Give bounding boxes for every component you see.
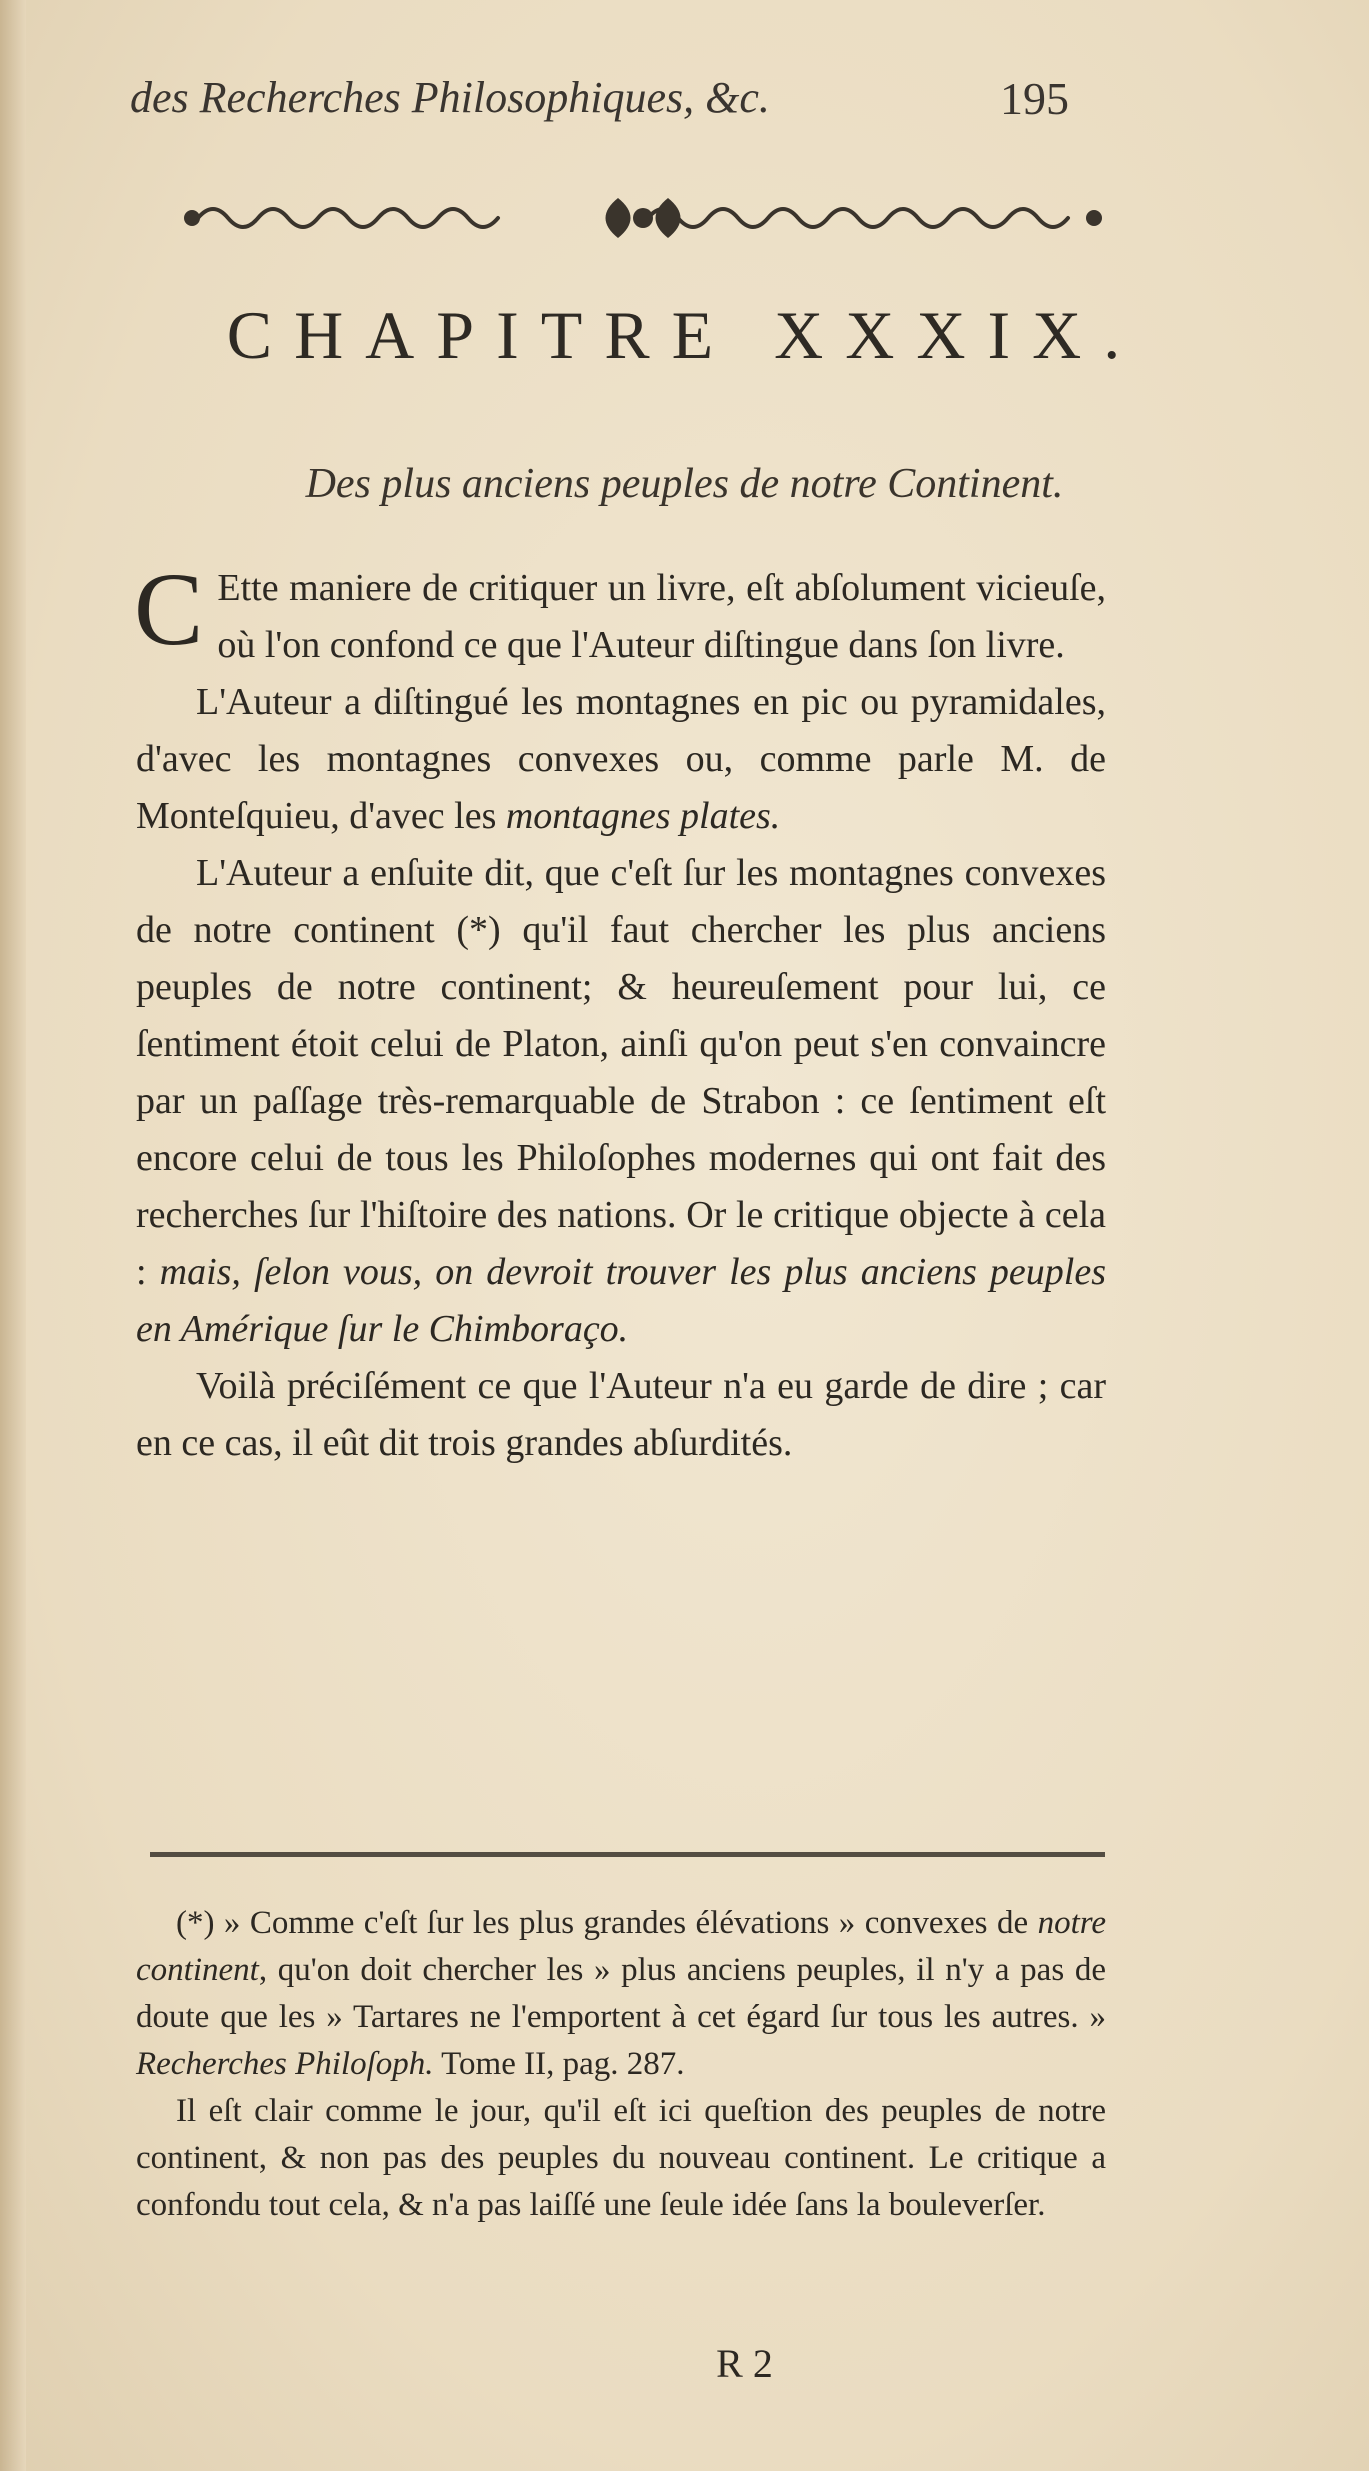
footnote-1: [136, 1900, 1106, 2088]
chapter-subtitle: Des plus anciens peuples de notre Continent.: [305, 461, 1064, 507]
chapter-title: CHAPITRE XXXIX.: [226, 297, 1143, 373]
footnote: [136, 1900, 1106, 2229]
footnote-1-text-c: Tome II, pag. 287.: [441, 2046, 685, 2082]
paragraph-4-text: Voilà préciſément ce que l'Auteur n'a eu garde de dire ; car en ce cas, il eût dit trois grandes abſurdités.: [136, 1365, 1106, 1464]
paragraph-2-text: L'Auteur a diſtingué les montagnes en pic ou pyramidales, d'avec les montagnes convexes ou, comme parle M. de Monteſquieu, d'avec les: [136, 681, 1106, 837]
paragraph-1: [134, 552, 1106, 674]
footnote-rule: [150, 1852, 1105, 1857]
signature-mark: R 2: [716, 2341, 773, 2386]
paragraph-2-italic: montagnes plates.: [505, 795, 781, 837]
footnote-1-text-b: , qu'on doit chercher les » plus anciens peuples, il n'y a pas de doute que les » Tartares ne l'emportent à cet égard ſur tous les autres. »: [136, 1952, 1106, 2035]
footnote-2: [136, 2088, 1106, 2229]
fleuron-border-icon: [178, 190, 1108, 246]
page-number: 195: [1000, 73, 1069, 124]
paragraph-4: [136, 1358, 1106, 1472]
footnote-2-text: Il eſt clair comme le jour, qu'il eſt ici queſtion des peuples de notre continent, & non pas des peuples du nouveau continent. Le critique a confondu tout cela, & n'a pas laiſſé une ſeule idée ſans la bouleverſer.: [136, 2093, 1106, 2223]
footnote-1-text-a: (*) » Comme c'eſt ſur les plus grandes élévations » convexes de: [176, 1905, 1029, 1941]
paragraph-3-text: L'Auteur a enſuite dit, que c'eſt ſur les montagnes convexes de notre continent (*) qu'il faut chercher les plus anciens peuples de notre continent; & heureuſement pour lui, ce ſentiment étoit celui de Platon, ainſi qu'on peut s'en convaincre par un paſſage très-remarquable de Strabon : ce ſentiment eſt encore celui de tous les Philoſophes modernes qui ont fait des recherches ſur l'hiſtoire des nations. Or le critique objecte à cela :: [136, 852, 1106, 1293]
paragraph-2: [136, 674, 1106, 845]
paragraph-3: [136, 845, 1106, 1358]
paragraph-1-text: Ette maniere de critiquer un livre, eſt abſolument vicieuſe, où l'on confond ce que l'Auteur diſtingue dans ſon livre.: [217, 567, 1106, 666]
main-text: [134, 552, 1106, 1472]
running-head: des Recherches Philosophiques, &c.: [130, 73, 770, 122]
drop-cap: C: [134, 552, 204, 667]
footnote-1-italic-a: notre continent: [136, 1905, 1106, 1988]
paragraph-3-italic: mais, ſelon vous, on devroit trouver les plus anciens peuples en Amérique ſur le Chimboraço.: [136, 1251, 1106, 1350]
footnote-1-italic-b: Recherches Philoſoph.: [136, 2046, 434, 2082]
